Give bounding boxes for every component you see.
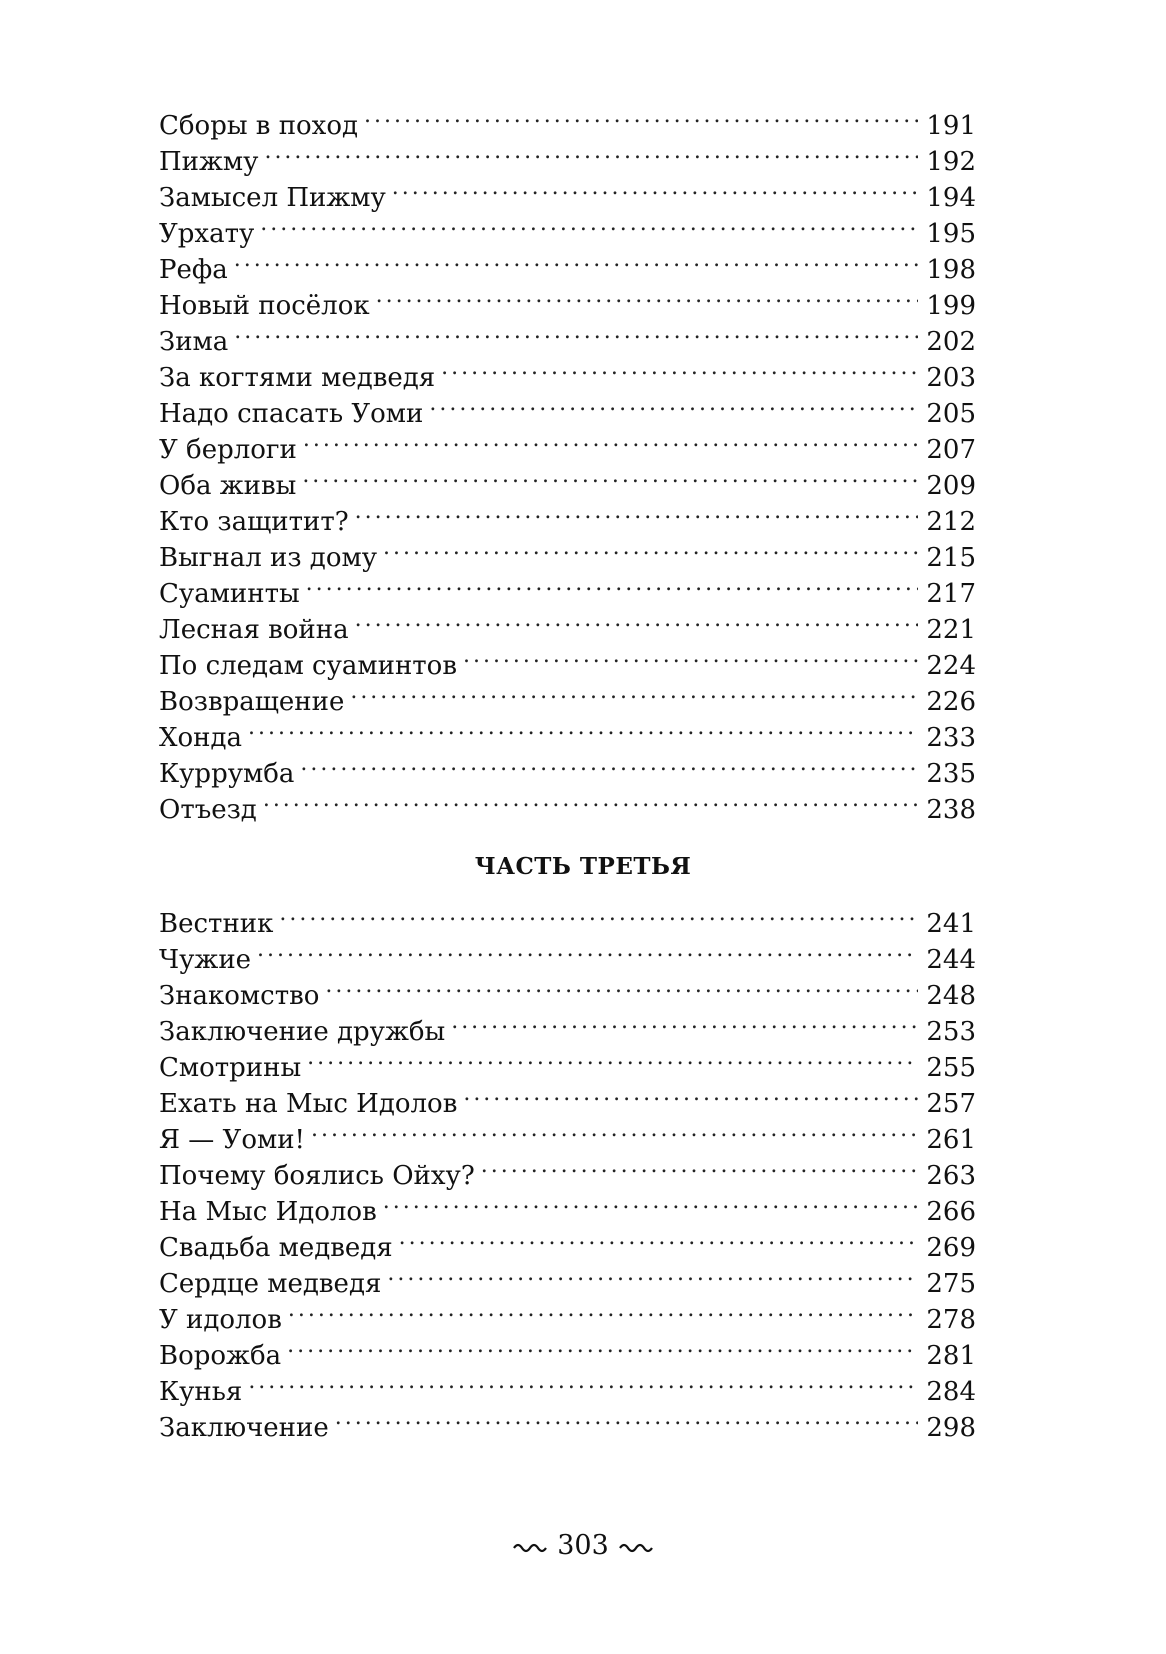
toc-entry-title: Замысел Пижму [159, 183, 386, 213]
wave-ornament-left-icon [513, 1539, 547, 1553]
toc-section-part-three [159, 896, 976, 1443]
toc-entry-page: 241 [926, 909, 976, 939]
toc-entry [159, 350, 976, 393]
toc-entry-page: 269 [926, 1233, 976, 1263]
dot-leader [248, 710, 918, 746]
toc-entry [159, 674, 976, 717]
dot-leader [355, 602, 919, 638]
toc-entry-title: Кто защитит? [159, 507, 349, 537]
toc-entry-title: Заключение [159, 1413, 329, 1443]
dot-leader [429, 386, 918, 422]
toc-entry-title: На Мыс Идолов [159, 1197, 377, 1227]
toc-entry-title: Надо спасать Уоми [159, 399, 424, 429]
toc-entry-title: У берлоги [159, 435, 297, 465]
dot-leader [350, 674, 918, 710]
dot-leader [234, 314, 918, 350]
toc-entry-page: 199 [926, 291, 976, 321]
toc-entry-page: 212 [926, 507, 976, 537]
toc-entry-page: 263 [926, 1161, 976, 1191]
toc-entry-title: Кунья [159, 1377, 243, 1407]
toc-entry-title: Лесная война [159, 615, 349, 645]
toc-entry-page: 198 [926, 255, 976, 285]
toc-entry [159, 1004, 976, 1047]
toc-section-part-two [159, 98, 976, 825]
toc-entry [159, 968, 976, 1011]
dot-leader [248, 1364, 918, 1400]
toc-entry-title: Почему боялись Ойху? [159, 1161, 475, 1191]
toc-entry-page: 284 [926, 1377, 976, 1407]
toc-entry-page: 281 [926, 1341, 976, 1371]
toc-entry-title: Урхату [159, 219, 255, 249]
toc-entry-title: Ворожба [159, 1341, 282, 1371]
dot-leader [376, 278, 919, 314]
toc-entry-page: 298 [926, 1413, 976, 1443]
dot-leader [257, 932, 918, 968]
toc-entry [159, 782, 976, 825]
dot-leader [303, 422, 919, 458]
toc-entry-page: 217 [926, 579, 976, 609]
toc-entry [159, 638, 976, 681]
toc-entry-title: Хонда [159, 723, 243, 753]
toc-entry [159, 1184, 976, 1227]
toc-list [159, 896, 976, 1443]
toc-entry [159, 1076, 976, 1119]
toc-entry-page: 235 [926, 759, 976, 789]
toc-entry [159, 1364, 976, 1407]
toc-entry-page: 207 [926, 435, 976, 465]
dot-leader [383, 1184, 919, 1220]
dot-leader [263, 782, 919, 818]
toc-entry-title: Отъезд [159, 795, 257, 825]
toc-entry-title: Свадьба медведя [159, 1233, 393, 1263]
dot-leader [287, 1328, 918, 1364]
toc-entry-title: Сердце медведя [159, 1269, 382, 1299]
toc-entry-title: Чужие [159, 945, 252, 975]
dot-leader [311, 1112, 918, 1148]
toc-entry-page: 233 [926, 723, 976, 753]
toc-entry-title: Знакомство [159, 981, 320, 1011]
toc-entry-title: Новый посёлок [159, 291, 370, 321]
toc-entry-title: За когтями медведя [159, 363, 436, 393]
toc-entry-title: Рефа [159, 255, 228, 285]
toc-entry [159, 494, 976, 537]
toc-entry [159, 1040, 976, 1083]
toc-entry [159, 98, 976, 141]
toc-entry-page: 275 [926, 1269, 976, 1299]
toc-entry-page: 226 [926, 687, 976, 717]
toc-entry-page: 194 [926, 183, 976, 213]
dot-leader [355, 494, 919, 530]
dot-leader [463, 1076, 918, 1112]
dot-leader [387, 1256, 918, 1292]
dot-leader [441, 350, 918, 386]
toc-entry [159, 1220, 976, 1263]
toc-entry-title: Заключение дружбы [159, 1017, 446, 1047]
toc-entry [159, 1112, 976, 1155]
toc-entry [159, 1328, 976, 1371]
toc-entry-title: Оба живы [159, 471, 297, 501]
toc-entry-page: 255 [926, 1053, 976, 1083]
toc-entry-page: 238 [926, 795, 976, 825]
dot-leader [392, 170, 919, 206]
toc-entry [159, 1256, 976, 1299]
dot-leader [306, 566, 919, 602]
toc-entry [159, 1148, 976, 1191]
toc-entry-page: 203 [926, 363, 976, 393]
page-number: 303 [557, 1530, 609, 1561]
toc-entry-page: 221 [926, 615, 976, 645]
toc-entry-title: Возвращение [159, 687, 345, 717]
toc-entry-title: Куррумба [159, 759, 295, 789]
toc-entry-page: 261 [926, 1125, 976, 1155]
dot-leader [264, 134, 918, 170]
toc-entry-page: 248 [926, 981, 976, 1011]
dot-leader [307, 1040, 918, 1076]
toc-entry-title: Вестник [159, 909, 274, 939]
wave-ornament-right-icon [619, 1539, 653, 1553]
toc-entry [159, 170, 976, 213]
toc-entry [159, 896, 976, 939]
toc-list [159, 98, 976, 825]
toc-entry-title: Ехать на Мыс Идолов [159, 1089, 458, 1119]
toc-entry-page: 257 [926, 1089, 976, 1119]
toc-entry [159, 1400, 976, 1443]
toc-entry [159, 1292, 976, 1335]
dot-leader [463, 638, 918, 674]
toc-entry-title: Сборы в поход [159, 111, 359, 141]
toc-entry-title: Зима [159, 327, 229, 357]
toc-entry [159, 206, 976, 249]
dot-leader [234, 242, 919, 278]
toc-entry-page: 215 [926, 543, 976, 573]
dot-leader [364, 98, 918, 134]
toc-entry-title: По следам суаминтов [159, 651, 457, 681]
toc-entry [159, 314, 976, 357]
toc-entry-title: Смотрины [159, 1053, 302, 1083]
dot-leader [399, 1220, 919, 1256]
toc-entry [159, 932, 976, 975]
toc-entry [159, 566, 976, 609]
part-heading: ЧАСТЬ ТРЕТЬЯ [474, 853, 692, 880]
toc-entry-page: 202 [926, 327, 976, 357]
toc-entry-title: Суаминты [159, 579, 300, 609]
toc-entry-title: Пижму [159, 147, 259, 177]
toc-entry-title: Выгнал из дому [159, 543, 377, 573]
dot-leader [279, 896, 918, 932]
toc-entry-title: У идолов [159, 1305, 282, 1335]
toc-entry-page: 244 [926, 945, 976, 975]
toc-entry-page: 266 [926, 1197, 976, 1227]
toc-entry-page: 205 [926, 399, 976, 429]
toc-entry [159, 746, 976, 789]
dot-leader [481, 1148, 919, 1184]
toc-entry-page: 192 [926, 147, 976, 177]
toc-entry [159, 710, 976, 753]
dot-leader [335, 1400, 919, 1436]
toc-entry-page: 209 [926, 471, 976, 501]
toc-entry-page: 253 [926, 1017, 976, 1047]
toc-entry [159, 386, 976, 429]
toc-entry [159, 278, 976, 321]
toc-entry-title: Я — Уоми! [159, 1125, 305, 1155]
toc-entry [159, 602, 976, 645]
toc-entry-page: 195 [926, 219, 976, 249]
toc-entry [159, 530, 976, 573]
dot-leader [300, 746, 918, 782]
dot-leader [260, 206, 918, 242]
toc-entry [159, 242, 976, 285]
toc-entry-page: 224 [926, 651, 976, 681]
toc-entry [159, 458, 976, 501]
dot-leader [383, 530, 918, 566]
toc-entry-page: 278 [926, 1305, 976, 1335]
dot-leader [302, 458, 918, 494]
toc-entry-page: 191 [926, 111, 976, 141]
page-footer [0, 1530, 1166, 1561]
dot-leader [288, 1292, 919, 1328]
dot-leader [325, 968, 918, 1004]
dot-leader [451, 1004, 918, 1040]
toc-entry [159, 134, 976, 177]
toc-entry [159, 422, 976, 465]
